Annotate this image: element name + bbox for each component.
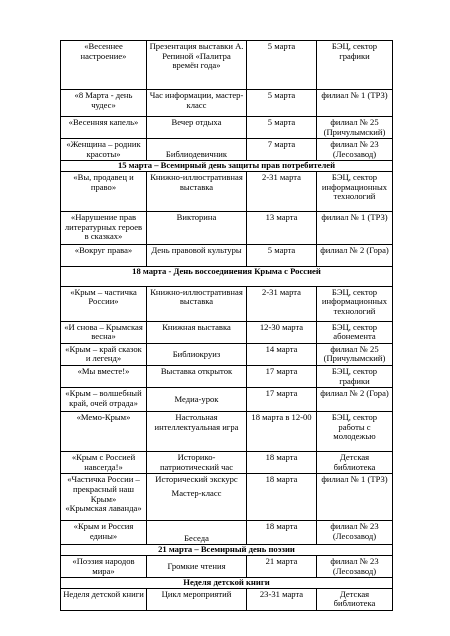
section-header — [61, 578, 393, 589]
section-header — [61, 545, 393, 556]
table-row — [61, 588, 393, 610]
event-date: 17 марта — [247, 388, 317, 412]
event-place: филиал № 1 (ТРЗ) — [317, 474, 393, 521]
event-title: «Вы, продавец и право» — [61, 171, 147, 211]
event-format: Выставка открыток — [147, 365, 247, 387]
event-title: «Нарушение прав литературных героев в сказках» — [61, 211, 147, 244]
section-title: 21 марта – Всемирный день поэзии — [61, 545, 393, 556]
event-format: Медиа-урок — [147, 388, 247, 412]
event-date: 13 марта — [247, 211, 317, 244]
table-row — [61, 555, 393, 577]
event-place: филиал № 23 (Лесозавод) — [317, 555, 393, 577]
event-place: филиал № 25 (Причулымский) — [317, 117, 393, 139]
event-format: Громкие чтения — [147, 555, 247, 577]
event-title: «Поэзия народов мира» — [61, 555, 147, 577]
event-place: филиал № 2 (Гора) — [317, 244, 393, 266]
event-date: 18 марта — [247, 521, 317, 545]
table-row — [61, 474, 393, 521]
event-title: «Весеннее настроение» — [61, 41, 147, 90]
table-row — [61, 171, 393, 211]
event-format: Настольная интеллектуальная игра — [147, 412, 247, 452]
event-place: Детская библиотека — [317, 452, 393, 474]
section-title — [61, 266, 393, 286]
event-title: «Крым – край сказок и легенд» — [61, 343, 147, 365]
event-place: БЭЦ, сектор информационных технологий — [317, 286, 393, 321]
event-place: БЭЦ, сектор информационных технологий — [317, 171, 393, 211]
table-row — [61, 521, 393, 545]
table-row — [61, 244, 393, 266]
event-place: БЭЦ, сектор графики — [317, 365, 393, 387]
event-date: 18 марта — [247, 474, 317, 521]
event-format: Историко-патриотический час — [147, 452, 247, 474]
event-title: Неделя детской книги — [61, 588, 147, 610]
event-date: 7 марта — [247, 139, 317, 161]
event-date: 2-31 марта — [247, 286, 317, 321]
event-title — [61, 474, 147, 521]
event-title: «Мемо-Крым» — [61, 412, 147, 452]
event-date: 5 марта — [247, 117, 317, 139]
event-title-part: «Крымская лаванда» — [65, 503, 142, 514]
event-date: 12-30 марта — [247, 321, 317, 343]
section-title: Неделя детской книги — [61, 578, 393, 589]
table-row — [61, 90, 393, 117]
event-title: «Крым – волшебный край, очей отрада» — [61, 388, 147, 412]
table-row — [61, 321, 393, 343]
event-title: «Женщина – родник красоты» — [61, 139, 147, 161]
event-format: Библиокруиз — [147, 343, 247, 365]
event-place: филиал № 25 (Причулымский) — [317, 343, 393, 365]
event-title-part: «Частичка России – прекрасный наш Крым» — [67, 474, 140, 504]
event-place: Детская библиотека — [317, 588, 393, 610]
event-date: 23-31 марта — [247, 588, 317, 610]
event-title: «Вокруг права» — [61, 244, 147, 266]
table-row — [61, 286, 393, 321]
event-title: «Крым с Россией навсегда!» — [61, 452, 147, 474]
event-date: 21 марта — [247, 555, 317, 577]
event-date: 18 марта в 12-00 — [247, 412, 317, 452]
page — [60, 40, 392, 611]
event-format: Вечер отдыха — [147, 117, 247, 139]
table-row — [61, 139, 393, 161]
event-place: БЭЦ, сектор абонемента — [317, 321, 393, 343]
event-format: Библиодевичник — [147, 139, 247, 161]
event-format — [147, 474, 247, 521]
table-row — [61, 41, 393, 90]
section-header — [61, 161, 393, 172]
events-table — [60, 40, 393, 611]
event-place: филиал № 23 (Лесозавод) — [317, 521, 393, 545]
table-row — [61, 211, 393, 244]
event-title: «Мы вместе!» — [61, 365, 147, 387]
table-row — [61, 388, 393, 412]
event-place: БЭЦ, сектор графики — [317, 41, 393, 90]
event-date: 2-31 марта — [247, 171, 317, 211]
table-row — [61, 365, 393, 387]
event-format: Книжная выставка — [147, 321, 247, 343]
event-date: 5 марта — [247, 41, 317, 90]
event-format-part: Исторический экскурс — [155, 474, 238, 485]
event-date: 14 марта — [247, 343, 317, 365]
event-format-part: Мастер-класс — [171, 487, 222, 498]
event-place: филиал № 1 (ТРЗ) — [317, 211, 393, 244]
table-row — [61, 343, 393, 365]
event-title: «Крым и Россия едины» — [61, 521, 147, 545]
event-title: «8 Марта - день чудес» — [61, 90, 147, 117]
event-format: Викторина — [147, 211, 247, 244]
event-title: «И снова – Крымская весна» — [61, 321, 147, 343]
event-title: «Весенняя капель» — [61, 117, 147, 139]
event-date: 17 марта — [247, 365, 317, 387]
section-header — [61, 266, 393, 286]
event-format: Книжно-иллюстративная выставка — [147, 171, 247, 211]
event-format: Час информации, мастер-класс — [147, 90, 247, 117]
event-place: филиал № 2 (Гора) — [317, 388, 393, 412]
event-date: 5 марта — [247, 244, 317, 266]
section-title: 15 марта – Всемирный день защиты прав потребителей — [61, 161, 393, 172]
event-format: День правовой культуры — [147, 244, 247, 266]
event-format: Презентация выставки А. Репиной «Палитра времён года» — [147, 41, 247, 90]
table-row — [61, 412, 393, 452]
event-place: филиал № 23 (Лесозавод) — [317, 139, 393, 161]
table-row — [61, 117, 393, 139]
event-format: Книжно-иллюстративная выставка — [147, 286, 247, 321]
event-date: 18 марта — [247, 452, 317, 474]
event-date: 5 марта — [247, 90, 317, 117]
event-title: «Крым – частичка России» — [61, 286, 147, 321]
event-format: Беседа — [147, 521, 247, 545]
event-format: Цикл мероприятий — [147, 588, 247, 610]
section-title-text: 18 марта - День воссоединения Крыма с Россией — [132, 265, 321, 276]
table-row — [61, 452, 393, 474]
event-place: БЭЦ, сектор работы с молодежью — [317, 412, 393, 452]
event-place: филиал № 1 (ТРЗ) — [317, 90, 393, 117]
